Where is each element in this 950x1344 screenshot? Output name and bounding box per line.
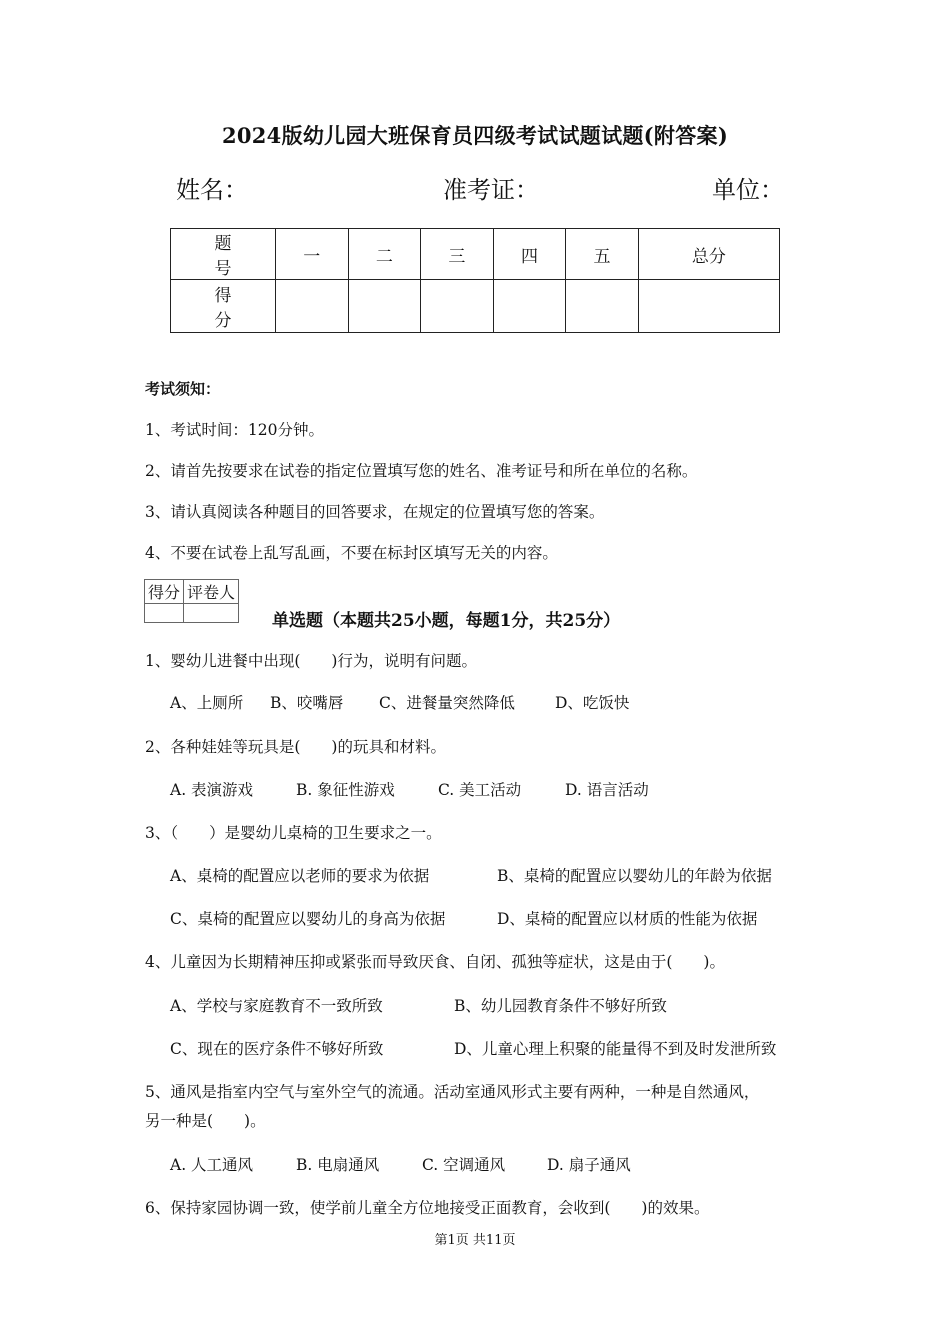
grader-box-grader-cell[interactable] bbox=[184, 604, 239, 623]
option: A、上厕所 bbox=[170, 694, 244, 712]
option: B、幼儿园教育条件不够好所致 bbox=[454, 997, 667, 1015]
score-row-label: 得 分 bbox=[171, 280, 276, 333]
option: D. 扇子通风 bbox=[547, 1156, 631, 1174]
exam-id-label: 准考证： bbox=[443, 176, 539, 204]
page-footer: 第1页 共11页 bbox=[434, 1233, 516, 1248]
notice-item: 3、请认真阅读各种题目的回答要求，在规定的位置填写您的答案。 bbox=[145, 503, 605, 521]
question-stem: 5、通风是指室内空气与室外空气的流通。活动室通风形式主要有两种，一种是自然通风， bbox=[145, 1083, 760, 1101]
score-table-header-cell: 一 bbox=[276, 229, 349, 280]
score-table-header-cell: 总分 bbox=[638, 229, 779, 280]
grader-box bbox=[144, 579, 239, 623]
grader-box-grader-label: 评卷人 bbox=[184, 580, 239, 604]
question-stem: 1、婴幼儿进餐中出现( )行为，说明有问题。 bbox=[145, 652, 477, 670]
notice-item: 4、不要在试卷上乱写乱画，不要在标封区填写无关的内容。 bbox=[145, 544, 558, 562]
score-table-header-row bbox=[171, 229, 780, 280]
score-table-header-cell: 三 bbox=[421, 229, 494, 280]
notice-title: 考试须知： bbox=[145, 380, 221, 398]
page-title: 2024版幼儿园大班保育员四级考试试题试题(附答案) bbox=[221, 123, 729, 148]
question-stem: 6、保持家园协调一致，使学前儿童全方位地接受正面教育，会收到( )的效果。 bbox=[145, 1199, 710, 1217]
section-heading: 单选题（本题共25小题，每题1分，共25分） bbox=[272, 611, 621, 631]
score-input-cell[interactable] bbox=[421, 280, 494, 333]
question-stem: 3、（ ）是婴幼儿桌椅的卫生要求之一。 bbox=[145, 824, 442, 842]
notice-item: 1、考试时间：120分钟。 bbox=[145, 421, 324, 439]
score-table-header-cell: 五 bbox=[566, 229, 639, 280]
option: C、现在的医疗条件不够好所致 bbox=[170, 1040, 384, 1058]
option: A. 表演游戏 bbox=[170, 781, 254, 799]
option: D. 语言活动 bbox=[565, 781, 649, 799]
option: B. 象征性游戏 bbox=[296, 781, 395, 799]
score-input-cell[interactable] bbox=[276, 280, 349, 333]
option: A、桌椅的配置应以老师的要求为依据 bbox=[170, 867, 430, 885]
question-stem: 2、各种娃娃等玩具是( )的玩具和材料。 bbox=[145, 738, 446, 756]
notice-item: 2、请首先按要求在试卷的指定位置填写您的姓名、准考证号和所在单位的名称。 bbox=[145, 462, 698, 480]
score-table bbox=[170, 228, 780, 333]
option: A. 人工通风 bbox=[170, 1156, 254, 1174]
option: B、咬嘴唇 bbox=[270, 694, 344, 712]
question-stem: 4、儿童因为长期精神压抑或紧张而导致厌食、自闭、孤独等症状，这是由于( )。 bbox=[145, 953, 725, 971]
question-stem-continued: 另一种是( )。 bbox=[145, 1112, 266, 1130]
option: B、桌椅的配置应以婴幼儿的年龄为依据 bbox=[497, 867, 772, 885]
grader-box-score-label: 得分 bbox=[145, 580, 184, 604]
option: C. 美工活动 bbox=[438, 781, 522, 799]
score-input-cell[interactable] bbox=[638, 280, 779, 333]
score-table-header-cell: 二 bbox=[348, 229, 421, 280]
unit-label: 单位： bbox=[712, 176, 784, 204]
score-table-header-cell: 题 号 bbox=[171, 229, 276, 280]
score-input-cell[interactable] bbox=[493, 280, 566, 333]
option: C、进餐量突然降低 bbox=[379, 694, 515, 712]
option: D、吃饭快 bbox=[555, 694, 630, 712]
score-input-cell[interactable] bbox=[566, 280, 639, 333]
name-label: 姓名： bbox=[176, 176, 248, 204]
option: B. 电扇通风 bbox=[296, 1156, 380, 1174]
option: D、儿童心理上积聚的能量得不到及时发泄所致 bbox=[454, 1040, 777, 1058]
score-table-score-row bbox=[171, 280, 780, 333]
option: D、桌椅的配置应以材质的性能为依据 bbox=[497, 910, 758, 928]
option: A、学校与家庭教育不一致所致 bbox=[170, 997, 383, 1015]
option: C、桌椅的配置应以婴幼儿的身高为依据 bbox=[170, 910, 446, 928]
score-input-cell[interactable] bbox=[348, 280, 421, 333]
option: C. 空调通风 bbox=[422, 1156, 506, 1174]
score-table-header-cell: 四 bbox=[493, 229, 566, 280]
grader-box-score-cell[interactable] bbox=[145, 604, 184, 623]
